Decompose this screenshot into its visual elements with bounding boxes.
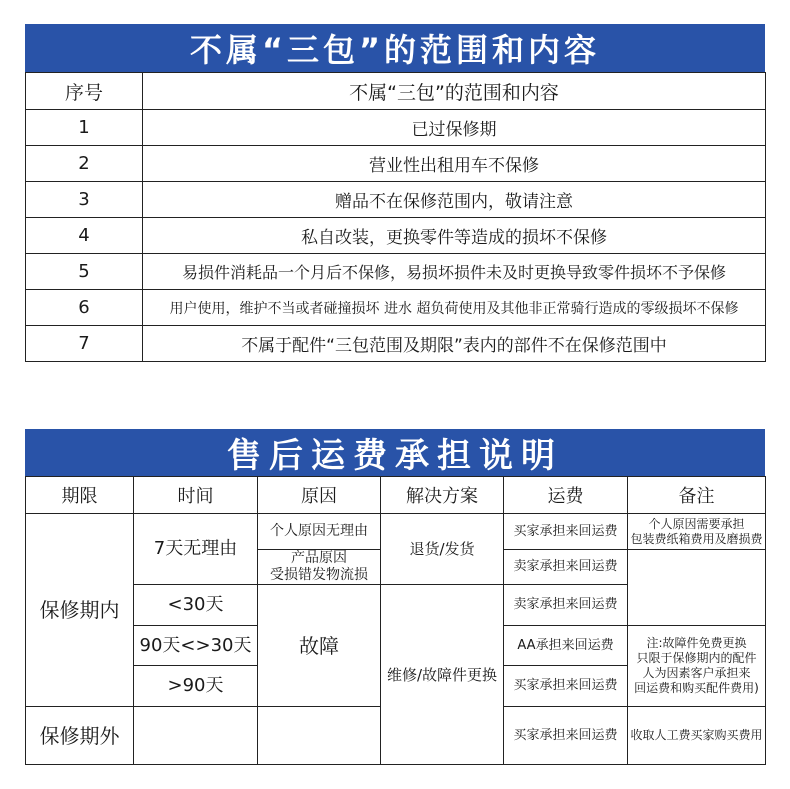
solution-return: 退货/发货 [381, 514, 504, 585]
time-gt90: >90天 [134, 666, 258, 707]
header-period: 期限 [26, 477, 134, 514]
time-lt30: <30天 [134, 585, 258, 626]
row-number: 2 [26, 146, 143, 182]
table-header-row [26, 477, 766, 514]
fee-cell: 买家承担来回运费 [504, 707, 628, 765]
table-row [26, 182, 766, 218]
note-fault: 注:故障件免费更换 只限于保修期内的配件 人为因素客户承担来 回运费和购买配件费用) [628, 626, 766, 707]
reason-personal: 个人原因无理由 [258, 514, 381, 550]
header-solution: 解决方案 [381, 477, 504, 514]
note-out: 收取人工费买家购买费用 [628, 707, 766, 765]
fee-cell: 卖家承担来回运费 [504, 585, 628, 626]
time-90-30: 90天<>30天 [134, 626, 258, 666]
solution-repair: 维修/故障件更换 [381, 585, 504, 765]
scope-banner: 不属“三包”的范围和内容 [25, 24, 765, 72]
row-number: 4 [26, 218, 143, 254]
table-row [26, 254, 766, 290]
row-text: 易损件消耗品一个月后不保修，易损坏损件未及时更换导致零件损坏不予保修 [143, 254, 766, 290]
fee-cell: 卖家承担来回运费 [504, 550, 628, 585]
row-text: 不属于配件“三包范围及期限”表内的部件不在保修范围中 [143, 326, 766, 362]
note-empty [628, 550, 766, 626]
row-number: 3 [26, 182, 143, 218]
row-text: 用户使用，维护不当或者碰撞损坏 进水 超负荷使用及其他非正常骑行造成的零级损坏不保修 [143, 290, 766, 326]
row-number: 1 [26, 110, 143, 146]
shipping-banner: 售后运费承担说明 [25, 429, 765, 476]
row-number: 7 [26, 326, 143, 362]
row-text: 私自改装，更换零件等造成的损坏不保修 [143, 218, 766, 254]
header-note: 备注 [628, 477, 766, 514]
note-personal: 个人原因需要承担 包装费纸箱费用及磨损费 [628, 514, 766, 550]
table-header-row [26, 73, 766, 110]
table-row [26, 514, 766, 550]
row-text: 已过保修期 [143, 110, 766, 146]
table-row [26, 326, 766, 362]
period-in-warranty: 保修期内 [26, 514, 134, 707]
shipping-table [25, 476, 766, 765]
time-empty [134, 707, 258, 765]
table-row [26, 290, 766, 326]
period-out-warranty: 保修期外 [26, 707, 134, 765]
row-text: 营业性出租用车不保修 [143, 146, 766, 182]
reason-empty [258, 707, 381, 765]
table-row [26, 110, 766, 146]
header-reason: 原因 [258, 477, 381, 514]
row-number: 5 [26, 254, 143, 290]
fee-cell: AA承担来回运费 [504, 626, 628, 666]
table-row [26, 218, 766, 254]
header-fee: 运费 [504, 477, 628, 514]
fee-cell: 买家承担来回运费 [504, 666, 628, 707]
header-content: 不属“三包”的范围和内容 [143, 73, 766, 110]
row-number: 6 [26, 290, 143, 326]
reason-fault: 故障 [258, 585, 381, 707]
time-7days: 7天无理由 [134, 514, 258, 585]
row-text: 赠品不在保修范围内，敬请注意 [143, 182, 766, 218]
fee-cell: 买家承担来回运费 [504, 514, 628, 550]
scope-table [25, 72, 766, 362]
scope-section [25, 24, 765, 362]
header-serial: 序号 [26, 73, 143, 110]
table-row [26, 146, 766, 182]
header-time: 时间 [134, 477, 258, 514]
reason-product: 产品原因 受损错发物流损 [258, 550, 381, 585]
shipping-section [25, 429, 765, 765]
